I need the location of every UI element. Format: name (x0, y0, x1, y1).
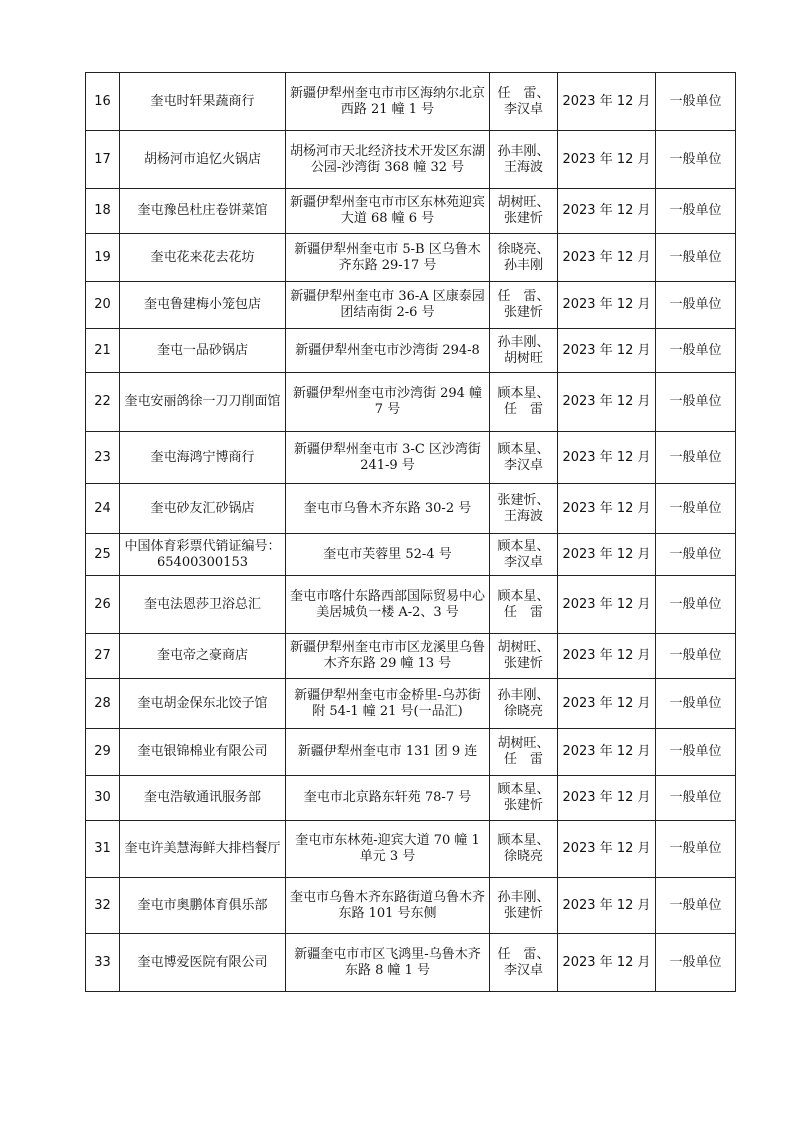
unit-name: 奎屯银锦棉业有限公司 (120, 729, 286, 776)
unit-name: 奎屯博爱医院有限公司 (120, 934, 286, 992)
unit-name: 奎屯法恩莎卫浴总汇 (120, 576, 286, 634)
unit-address: 新疆伊犁州奎屯市 36-A 区康泰园团结南街 2-6 号 (286, 282, 490, 329)
inspectors: 徐晓亮、孙丰刚 (490, 234, 558, 282)
inspectors: 胡树旺、张建忻 (490, 189, 558, 234)
inspectors: 任 雷、李汉卓 (490, 934, 558, 992)
inspection-date: 2023 年 12 月 (558, 934, 656, 992)
unit-name: 中国体育彩票代销证编号：65400300153 (120, 534, 286, 576)
table-row (86, 934, 736, 992)
row-number: 27 (86, 634, 120, 679)
inspection-date: 2023 年 12 月 (558, 73, 656, 131)
inspectors: 孙丰刚、张建忻 (490, 878, 558, 934)
inspectors: 顾本星、任 雷 (490, 373, 558, 432)
inspection-date: 2023 年 12 月 (558, 432, 656, 484)
inspection-date: 2023 年 12 月 (558, 484, 656, 534)
row-number: 16 (86, 73, 120, 131)
row-number: 31 (86, 821, 120, 878)
unit-name: 奎屯一品砂锅店 (120, 329, 286, 373)
unit-address: 胡杨河市天北经济技术开发区东湖公园-沙湾街 368 幢 32 号 (286, 131, 490, 189)
inspectors: 孙丰刚、王海波 (490, 131, 558, 189)
unit-name: 胡杨河市追忆火锅店 (120, 131, 286, 189)
row-number: 26 (86, 576, 120, 634)
unit-class: 一般单位 (656, 634, 736, 679)
table-row (86, 534, 736, 576)
row-number: 22 (86, 373, 120, 432)
unit-class: 一般单位 (656, 282, 736, 329)
unit-class: 一般单位 (656, 373, 736, 432)
inspectors: 胡树旺、任 雷 (490, 729, 558, 776)
unit-class: 一般单位 (656, 432, 736, 484)
unit-class: 一般单位 (656, 329, 736, 373)
inspectors: 顾本星、张建忻 (490, 776, 558, 821)
inspection-date: 2023 年 12 月 (558, 282, 656, 329)
unit-address: 奎屯市喀什东路西部国际贸易中心美居城负一楼 A-2、3 号 (286, 576, 490, 634)
unit-address: 新疆伊犁州奎屯市市区东林苑迎宾大道 68 幢 6 号 (286, 189, 490, 234)
unit-address: 新疆奎屯市市区飞鸿里-乌鲁木齐东路 8 幢 1 号 (286, 934, 490, 992)
unit-name: 奎屯鲁建梅小笼包店 (120, 282, 286, 329)
inspection-date: 2023 年 12 月 (558, 534, 656, 576)
inspection-date: 2023 年 12 月 (558, 131, 656, 189)
unit-class: 一般单位 (656, 534, 736, 576)
unit-name: 奎屯安丽鸽徐一刀刀削面馆 (120, 373, 286, 432)
unit-address: 新疆伊犁州奎屯市 3-C 区沙湾街 241-9 号 (286, 432, 490, 484)
unit-class: 一般单位 (656, 776, 736, 821)
inspectors: 顾本星、李汉卓 (490, 534, 558, 576)
unit-name: 奎屯市奥鹏体育俱乐部 (120, 878, 286, 934)
inspection-records-table (85, 72, 736, 992)
table-row (86, 821, 736, 878)
unit-name: 奎屯豫邑杜庄卷饼菜馆 (120, 189, 286, 234)
unit-address: 奎屯市乌鲁木齐东路街道乌鲁木齐东路 101 号东侧 (286, 878, 490, 934)
unit-class: 一般单位 (656, 484, 736, 534)
unit-name: 奎屯海鸿宁博商行 (120, 432, 286, 484)
row-number: 19 (86, 234, 120, 282)
table-row (86, 282, 736, 329)
unit-address: 新疆伊犁州奎屯市沙湾街 294-8 (286, 329, 490, 373)
unit-class: 一般单位 (656, 934, 736, 992)
table-row (86, 329, 736, 373)
inspectors: 胡树旺、张建忻 (490, 634, 558, 679)
row-number: 28 (86, 679, 120, 729)
unit-name: 奎屯砂友汇砂锅店 (120, 484, 286, 534)
unit-class: 一般单位 (656, 73, 736, 131)
row-number: 17 (86, 131, 120, 189)
unit-class: 一般单位 (656, 189, 736, 234)
inspection-date: 2023 年 12 月 (558, 373, 656, 432)
inspection-date: 2023 年 12 月 (558, 821, 656, 878)
unit-address: 新疆伊犁州奎屯市金桥里-乌苏街附 54-1 幢 21 号(一品汇) (286, 679, 490, 729)
unit-address: 新疆伊犁州奎屯市 131 团 9 连 (286, 729, 490, 776)
inspectors: 孙丰刚、徐晓亮 (490, 679, 558, 729)
inspectors: 任 雷、李汉卓 (490, 73, 558, 131)
unit-address: 奎屯市芙蓉里 52-4 号 (286, 534, 490, 576)
inspectors: 任 雷、张建忻 (490, 282, 558, 329)
row-number: 29 (86, 729, 120, 776)
inspection-date: 2023 年 12 月 (558, 329, 656, 373)
table-row (86, 878, 736, 934)
table-row (86, 576, 736, 634)
unit-class: 一般单位 (656, 576, 736, 634)
inspection-date: 2023 年 12 月 (558, 576, 656, 634)
unit-address: 新疆伊犁州奎屯市沙湾街 294 幢 7 号 (286, 373, 490, 432)
inspectors: 顾本星、徐晓亮 (490, 821, 558, 878)
unit-name: 奎屯浩敏通讯服务部 (120, 776, 286, 821)
table-row (86, 131, 736, 189)
table-row (86, 234, 736, 282)
unit-name: 奎屯许美慧海鲜大排档餐厅 (120, 821, 286, 878)
inspectors: 孙丰刚、胡树旺 (490, 329, 558, 373)
unit-address: 奎屯市东林苑-迎宾大道 70 幢 1 单元 3 号 (286, 821, 490, 878)
unit-address: 新疆伊犁州奎屯市 5-B 区乌鲁木齐东路 29-17 号 (286, 234, 490, 282)
table-row (86, 729, 736, 776)
inspection-date: 2023 年 12 月 (558, 878, 656, 934)
inspection-date: 2023 年 12 月 (558, 729, 656, 776)
unit-class: 一般单位 (656, 234, 736, 282)
unit-name: 奎屯花来花去花坊 (120, 234, 286, 282)
inspection-date: 2023 年 12 月 (558, 634, 656, 679)
inspection-date: 2023 年 12 月 (558, 679, 656, 729)
table-row (86, 484, 736, 534)
inspectors: 张建忻、王海波 (490, 484, 558, 534)
unit-address: 奎屯市乌鲁木齐东路 30-2 号 (286, 484, 490, 534)
unit-name: 奎屯帝之豪商店 (120, 634, 286, 679)
table-row (86, 634, 736, 679)
inspection-date: 2023 年 12 月 (558, 776, 656, 821)
table-row (86, 189, 736, 234)
table-row (86, 776, 736, 821)
inspectors: 顾本星、李汉卓 (490, 432, 558, 484)
unit-name: 奎屯胡金保东北饺子馆 (120, 679, 286, 729)
row-number: 32 (86, 878, 120, 934)
table-row (86, 432, 736, 484)
table-row (86, 679, 736, 729)
table-body (86, 73, 736, 992)
unit-class: 一般单位 (656, 821, 736, 878)
unit-address: 新疆伊犁州奎屯市市区龙溪里乌鲁木齐东路 29 幢 13 号 (286, 634, 490, 679)
inspection-date: 2023 年 12 月 (558, 189, 656, 234)
inspection-date: 2023 年 12 月 (558, 234, 656, 282)
row-number: 20 (86, 282, 120, 329)
unit-address: 新疆伊犁州奎屯市市区海纳尔北京西路 21 幢 1 号 (286, 73, 490, 131)
row-number: 24 (86, 484, 120, 534)
row-number: 18 (86, 189, 120, 234)
unit-class: 一般单位 (656, 131, 736, 189)
table-row (86, 73, 736, 131)
row-number: 21 (86, 329, 120, 373)
unit-class: 一般单位 (656, 729, 736, 776)
unit-name: 奎屯时轩果蔬商行 (120, 73, 286, 131)
table-row (86, 373, 736, 432)
row-number: 33 (86, 934, 120, 992)
row-number: 23 (86, 432, 120, 484)
inspectors: 顾本星、任 雷 (490, 576, 558, 634)
unit-class: 一般单位 (656, 878, 736, 934)
row-number: 25 (86, 534, 120, 576)
unit-address: 奎屯市北京路东轩苑 78-7 号 (286, 776, 490, 821)
row-number: 30 (86, 776, 120, 821)
unit-class: 一般单位 (656, 679, 736, 729)
